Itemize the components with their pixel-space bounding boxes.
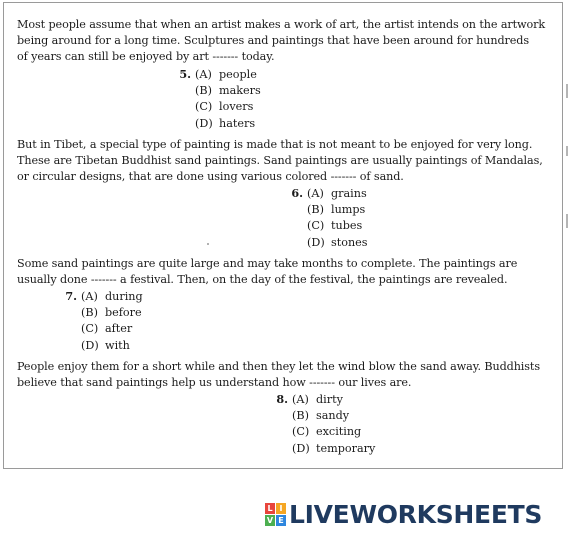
question-number: 5. bbox=[179, 67, 191, 81]
option-letter: (C) bbox=[307, 219, 325, 233]
passage-line: Some sand paintings are quite large and may take months to complete. The paintings are bbox=[17, 257, 518, 270]
question-7-option-b[interactable] bbox=[65, 305, 143, 321]
passage-4 bbox=[17, 359, 540, 391]
option-text: tubes bbox=[331, 219, 363, 233]
option-letter: (B) bbox=[292, 409, 309, 423]
question-8-option-c[interactable] bbox=[276, 424, 375, 440]
option-text: exciting bbox=[316, 425, 362, 439]
passage-2 bbox=[17, 137, 543, 185]
option-letter: (A) bbox=[81, 290, 98, 303]
question-8-option-d[interactable] bbox=[276, 441, 375, 457]
liveworksheets-logo[interactable] bbox=[265, 499, 542, 529]
option-letter: (C) bbox=[195, 100, 213, 114]
scan-edge-mark bbox=[566, 146, 568, 156]
question-6 bbox=[291, 185, 368, 251]
passage-3 bbox=[17, 256, 537, 288]
option-text: sandy bbox=[316, 409, 350, 423]
option-letter: (B) bbox=[81, 306, 98, 320]
question-7-option-a[interactable] bbox=[65, 288, 143, 305]
passage-line: But in Tibet, a special type of painting is made that is not meant to be enjoyed for very long. bbox=[17, 138, 533, 151]
passage-1 bbox=[17, 17, 546, 65]
question-6-option-c[interactable] bbox=[291, 218, 368, 234]
option-text: grains bbox=[331, 187, 367, 200]
option-text: haters bbox=[219, 116, 256, 130]
scan-speck bbox=[207, 243, 209, 245]
option-text: stones bbox=[331, 235, 368, 249]
question-7-option-d[interactable] bbox=[65, 338, 143, 354]
option-text: makers bbox=[219, 84, 261, 98]
passage-line: of years can still be enjoyed by art ------- today. bbox=[17, 50, 275, 63]
option-letter: (D) bbox=[195, 116, 213, 130]
question-5-option-d[interactable] bbox=[179, 116, 261, 132]
worksheet-page bbox=[3, 2, 563, 469]
question-8 bbox=[276, 391, 375, 457]
question-8-option-b[interactable] bbox=[276, 408, 375, 424]
question-number: 8. bbox=[276, 392, 288, 406]
option-text: before bbox=[105, 306, 142, 320]
question-8-option-a[interactable] bbox=[276, 391, 375, 408]
option-letter: (D) bbox=[292, 441, 310, 455]
question-number: 6. bbox=[291, 186, 303, 200]
question-6-option-a[interactable] bbox=[291, 185, 368, 202]
question-5-option-c[interactable] bbox=[179, 99, 261, 115]
option-text: during bbox=[105, 290, 143, 303]
logo-letter-i: I bbox=[276, 503, 286, 514]
option-text: people bbox=[219, 68, 257, 81]
option-letter: (A) bbox=[307, 187, 324, 200]
option-letter: (A) bbox=[195, 68, 212, 81]
question-6-option-d[interactable] bbox=[291, 235, 368, 251]
question-5-option-a[interactable] bbox=[179, 66, 261, 83]
passage-line: People enjoy them for a short while and then they let the wind blow the sand away. Buddhists bbox=[17, 360, 540, 373]
question-7-option-c[interactable] bbox=[65, 321, 143, 337]
option-text: temporary bbox=[316, 441, 376, 455]
option-text: with bbox=[105, 338, 130, 352]
option-letter: (B) bbox=[195, 84, 212, 98]
option-letter: (D) bbox=[307, 235, 325, 249]
question-7 bbox=[65, 288, 143, 354]
scan-edge-mark bbox=[566, 214, 568, 228]
logo-letter-l: L bbox=[265, 503, 275, 514]
passage-line: These are Tibetan Buddhist sand paintings. Sand paintings are usually paintings of Mandalas, bbox=[17, 154, 543, 167]
option-letter: (D) bbox=[81, 338, 99, 352]
passage-line: Most people assume that when an artist makes a work of art, the artist intends on the artwork bbox=[17, 18, 546, 31]
option-letter: (B) bbox=[307, 203, 324, 217]
option-text: dirty bbox=[316, 393, 343, 406]
option-text: lovers bbox=[219, 100, 254, 114]
liveworksheets-logo-icon bbox=[265, 503, 285, 525]
question-5 bbox=[179, 66, 261, 132]
passage-line: usually done ------- a festival. Then, on the day of the festival, the paintings are revealed. bbox=[17, 273, 508, 286]
question-6-option-b[interactable] bbox=[291, 202, 368, 218]
passage-line: believe that sand paintings help us understand how ------- our lives are. bbox=[17, 376, 412, 389]
option-letter: (C) bbox=[292, 425, 310, 439]
option-text: after bbox=[105, 322, 133, 336]
logo-letter-v: V bbox=[266, 516, 274, 525]
brand-name: LIVEWORKSHEETS bbox=[289, 499, 543, 529]
question-5-option-b[interactable] bbox=[179, 83, 261, 99]
logo-letter-e: E bbox=[276, 515, 286, 526]
passage-line: or circular designs, that are done using various colored ------- of sand. bbox=[17, 170, 404, 183]
option-letter: (C) bbox=[81, 322, 99, 336]
option-letter: (A) bbox=[292, 393, 309, 406]
passage-line: being around for a long time. Sculptures and paintings that have been around for hundreds bbox=[17, 34, 529, 47]
scan-edge-mark bbox=[566, 84, 568, 98]
question-number: 7. bbox=[65, 289, 77, 303]
option-text: lumps bbox=[331, 203, 366, 217]
